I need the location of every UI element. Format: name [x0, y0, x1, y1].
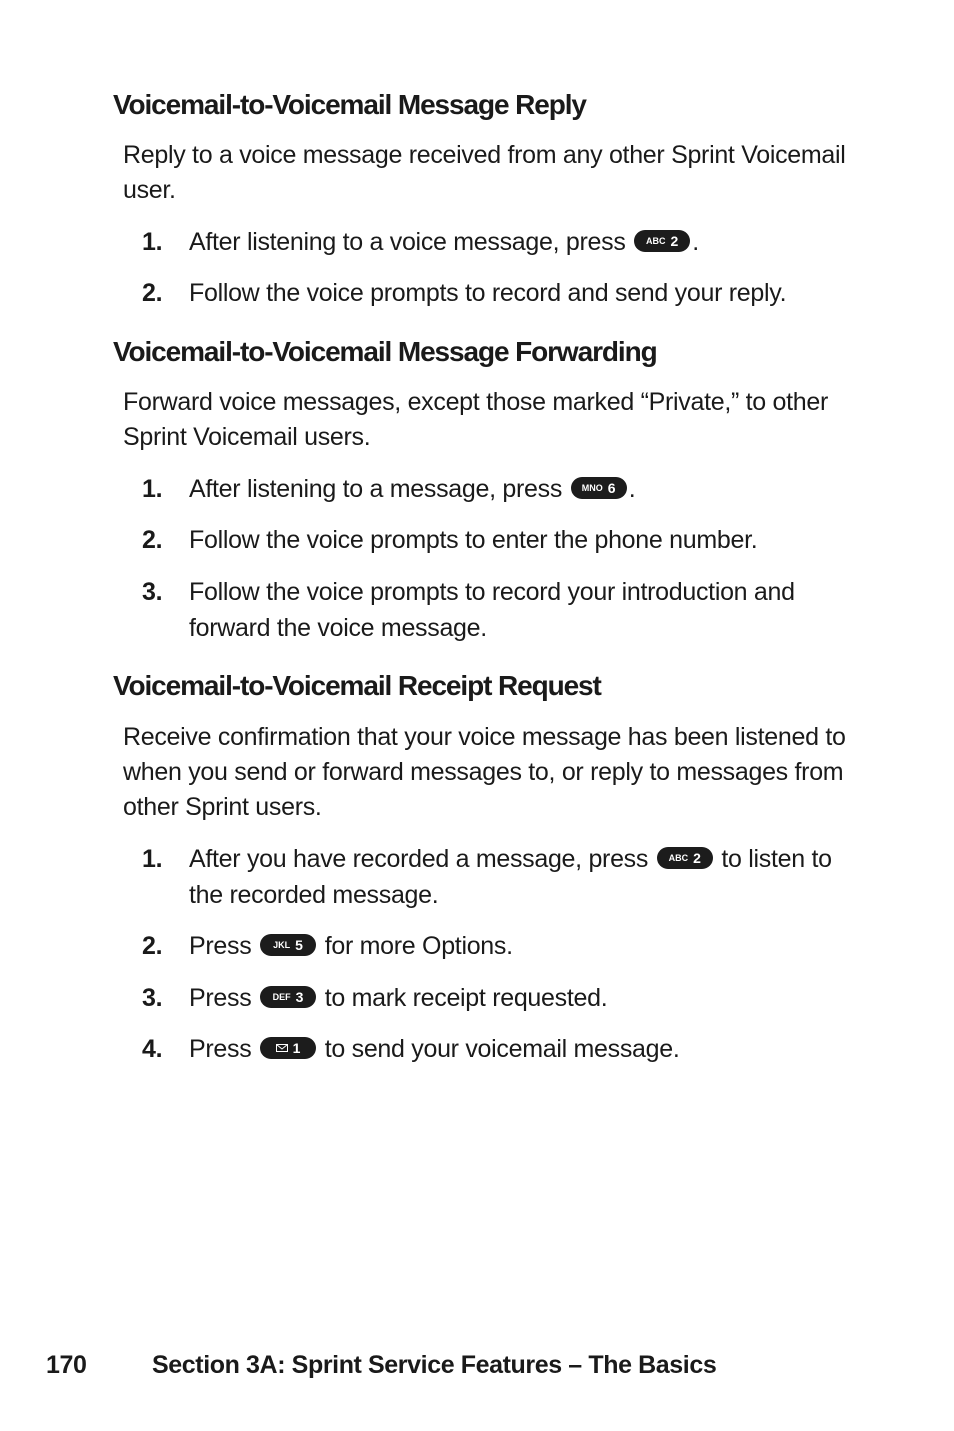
step-number: 2.: [142, 526, 163, 554]
step-number: 1.: [142, 475, 163, 503]
step-text: Follow the voice prompts to record your introduction and forward the voice message.: [189, 578, 795, 642]
step-number: 3.: [142, 578, 163, 606]
step-item: [142, 980, 862, 1016]
step-item: [142, 928, 862, 964]
abc-2-key-icon: ABC 2: [634, 230, 690, 252]
abc-2-key-icon: ABC 2: [657, 847, 713, 869]
step-text: Follow the voice prompts to enter the phone number.: [189, 526, 758, 554]
envelope-1-key-icon: 1: [260, 1037, 316, 1059]
step-text: Press DEF 3 to mark receipt requested.: [189, 984, 608, 1012]
step-number: 2.: [142, 279, 163, 307]
step-text: After listening to a voice message, press ABC 2 .: [189, 228, 699, 256]
step-item: [142, 522, 862, 558]
section-heading-receipt: Voicemail-to-Voicemail Receipt Request: [113, 670, 601, 701]
section-heading-reply: Voicemail-to-Voicemail Message Reply: [113, 89, 586, 120]
step-number: 1.: [142, 845, 163, 873]
section-intro-reply: Reply to a voice message received from any other Sprint Voicemail user.: [123, 141, 846, 204]
step-item: [142, 841, 862, 913]
step-number: 4.: [142, 1035, 163, 1063]
page-number: 170: [46, 1351, 87, 1379]
step-text: Press 1 to send your voicemail message.: [189, 1035, 680, 1063]
step-text: After listening to a message, press MNO 6 .: [189, 475, 636, 503]
step-text: Follow the voice prompts to record and send your reply.: [189, 279, 787, 307]
step-item: [142, 471, 862, 507]
step-item: [142, 224, 862, 260]
step-number: 3.: [142, 984, 163, 1012]
step-text: After you have recorded a message, press ABC 2 to listen to the recorded message.: [189, 845, 832, 909]
envelope-icon: [276, 1044, 288, 1052]
step-number: 1.: [142, 228, 163, 256]
mno-6-key-icon: MNO 6: [571, 477, 627, 499]
step-number: 2.: [142, 932, 163, 960]
step-item: [142, 1031, 862, 1067]
step-item: [142, 275, 862, 311]
step-item: [142, 574, 862, 646]
section-heading-forwarding: Voicemail-to-Voicemail Message Forwarding: [113, 336, 657, 367]
footer-section-title: Section 3A: Sprint Service Features – The Basics: [152, 1351, 717, 1379]
def-3-key-icon: DEF 3: [260, 986, 316, 1008]
step-text: Press JKL 5 for more Options.: [189, 932, 513, 960]
jkl-5-key-icon: JKL 5: [260, 934, 316, 956]
section-intro-forwarding: Forward voice messages, except those marked “Private,” to other Sprint Voicemail users.: [123, 388, 829, 451]
section-intro-receipt: Receive confirmation that your voice message has been listened to when you send or forward messages to, or reply to messages from other Sprint users.: [123, 723, 846, 821]
